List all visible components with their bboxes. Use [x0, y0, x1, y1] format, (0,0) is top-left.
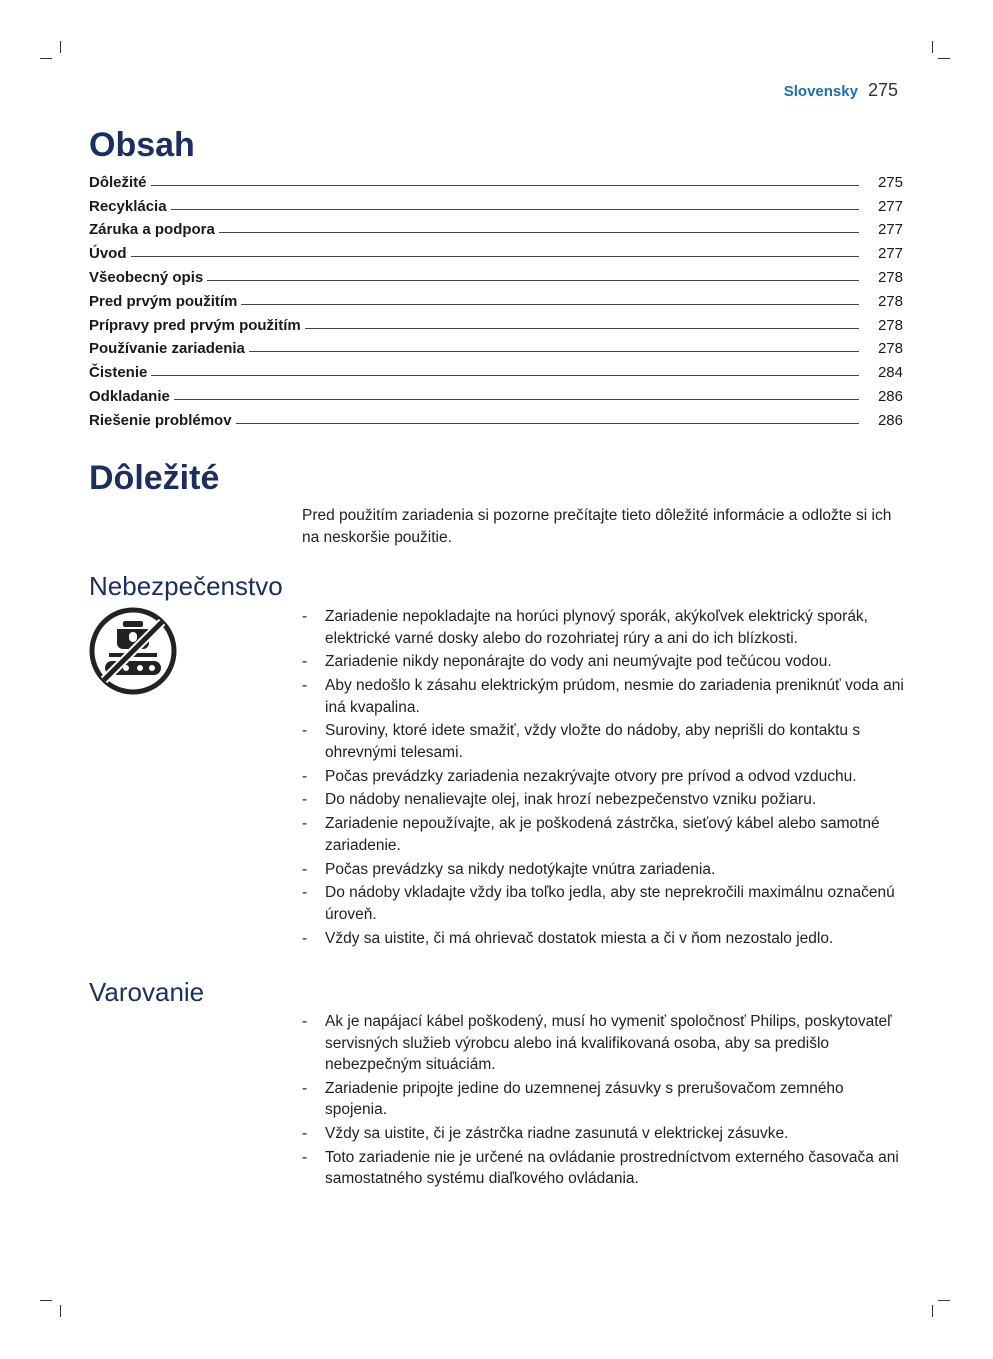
bullet-dash: - [302, 860, 308, 878]
list-item [302, 675, 907, 718]
toc-entry [89, 262, 903, 286]
important-title: Dôležité [89, 459, 220, 497]
list-item-text: Ak je napájací kábel poškodený, musí ho vymeniť spoločnosť Philips, poskytovateľ servisných služieb výrobcu alebo iná kvalifikovaná osoba, aby sa predišlo nebezpečným situáciám. [325, 1013, 892, 1073]
crop-mark [60, 1305, 61, 1317]
list-item [302, 1147, 907, 1190]
toc-leader-line [174, 399, 859, 400]
table-of-contents [89, 167, 903, 429]
bullet-dash: - [302, 1079, 308, 1097]
crop-mark [40, 1300, 52, 1301]
toc-leader-line [219, 232, 859, 233]
list-item [302, 651, 907, 673]
list-item-text: Do nádoby vkladajte vždy iba toľko jedla, aby ste neprekročili maximálnu označenú úroveň. [325, 884, 895, 923]
toc-entry-title: Používanie zariadenia [89, 340, 245, 358]
toc-leader-line [171, 209, 859, 210]
toc-entry [89, 334, 903, 358]
list-item-text: Do nádoby nenalievajte olej, inak hrozí nebezpečenstvo vzniku požiaru. [325, 791, 817, 809]
list-item [302, 1123, 907, 1145]
toc-entry-title: Pred prvým použitím [89, 292, 238, 310]
toc-entry-title: Riešenie problémov [89, 411, 232, 429]
bullet-dash: - [302, 929, 308, 947]
list-item-text: Zariadenie nepoužívajte, ak je poškodená zástrčka, sieťový kábel alebo samotné zariadenie. [325, 815, 880, 854]
toc-entry [89, 310, 903, 334]
toc-leader-line [305, 328, 859, 329]
toc-entry [89, 238, 903, 262]
toc-entry-title: Úvod [89, 245, 127, 263]
toc-entry [89, 286, 903, 310]
toc-entry-page: 278 [877, 292, 903, 310]
toc-leader-line [151, 375, 859, 376]
bullet-dash: - [302, 884, 308, 902]
toc-entry-title: Odkladanie [89, 387, 170, 405]
list-item [302, 882, 907, 925]
toc-entry-title: Prípravy pred prvým použitím [89, 316, 301, 334]
toc-entry-page: 284 [877, 364, 903, 382]
bullet-dash: - [302, 1148, 308, 1166]
toc-entry-page: 277 [877, 221, 903, 239]
list-item [302, 859, 907, 881]
crop-mark [938, 1300, 950, 1301]
list-item [302, 720, 907, 763]
list-item-text: Počas prevádzky zariadenia nezakrývajte otvory pre prívod a odvod vzduchu. [325, 767, 857, 785]
list-item [302, 606, 907, 649]
warning-list [302, 1011, 907, 1192]
list-item-text: Počas prevádzky sa nikdy nedotýkajte vnútra zariadenia. [325, 860, 716, 878]
toc-entry [89, 191, 903, 215]
running-header [784, 80, 898, 101]
toc-entry-page: 278 [877, 268, 903, 286]
list-item [302, 1078, 907, 1121]
toc-entry-page: 275 [877, 173, 903, 191]
list-item-text: Zariadenie nikdy neponárajte do vody ani neumývajte pod tečúcou vodou. [325, 653, 832, 671]
list-item [302, 789, 907, 811]
list-item-text: Zariadenie pripojte jedine do uzemnenej zásuvky s prerušovačom zemného spojenia. [325, 1079, 844, 1119]
toc-leader-line [151, 185, 859, 186]
toc-leader-line [249, 351, 859, 352]
bullet-dash: - [302, 653, 308, 671]
bullet-dash: - [302, 608, 308, 625]
toc-leader-line [207, 280, 859, 281]
crop-mark [938, 58, 950, 59]
page-number: 275 [867, 80, 898, 100]
important-intro: Pred použitím zariadenia si pozorne prečítajte tieto dôležité informácie a odložte si ich na neskoršie použitie. [302, 507, 892, 546]
toc-entry-page: 286 [877, 411, 903, 429]
toc-entry-title: Všeobecný opis [89, 268, 204, 286]
toc-entry-page: 286 [877, 387, 903, 405]
header-language: Slovensky [783, 83, 858, 100]
toc-entry [89, 405, 903, 429]
bullet-dash: - [302, 1125, 308, 1143]
danger-title: Nebezpečenstvo [89, 571, 283, 601]
toc-entry [89, 357, 903, 381]
crop-mark [932, 1305, 933, 1317]
toc-entry-page: 277 [877, 245, 903, 263]
toc-entry [89, 215, 903, 239]
toc-leader-line [236, 423, 859, 424]
bullet-dash: - [302, 767, 308, 785]
bullet-dash: - [302, 791, 308, 809]
bullet-dash: - [302, 815, 308, 833]
crop-mark [40, 58, 52, 59]
toc-leader-line [241, 304, 859, 305]
list-item-text: Zariadenie nepokladajte na horúci plynový sporák, akýkoľvek elektrický sporák, elektrické varné dosky alebo do rozohriatej rúry a ani do ich blízkosti. [325, 608, 868, 647]
toc-entry-title: Dôležité [89, 173, 147, 191]
toc-leader-line [131, 256, 860, 257]
bullet-dash: - [302, 722, 308, 740]
crop-mark [60, 41, 61, 53]
toc-entry-page: 278 [877, 316, 903, 334]
list-item [302, 766, 907, 788]
list-item-text: Toto zariadenie nie je určené na ovládanie prostredníctvom externého časovača ani samostatného systému diaľkového ovládania. [325, 1148, 899, 1188]
list-item-text: Suroviny, ktoré idete smažiť, vždy vložte do nádoby, aby neprišli do kontaktu s ohrevnými telesami. [325, 722, 861, 761]
bullet-dash: - [302, 677, 308, 695]
list-item [302, 1011, 907, 1076]
list-item-text: Vždy sa uistite, či je zástrčka riadne zasunutá v elektrickej zásuvke. [325, 1125, 789, 1143]
warning-title: Varovanie [89, 977, 205, 1007]
toc-entry-title: Čistenie [89, 364, 148, 382]
no-immersion-warning-icon [89, 607, 177, 695]
toc-title: Obsah [89, 126, 195, 164]
list-item-text: Vždy sa uistite, či má ohrievač dostatok miesta a či v ňom nezostalo jedlo. [325, 929, 834, 947]
toc-entry [89, 381, 903, 405]
toc-entry [89, 167, 903, 191]
crop-mark [932, 41, 933, 53]
toc-entry-title: Recyklácia [89, 197, 167, 215]
list-item [302, 928, 907, 950]
toc-entry-page: 278 [877, 340, 903, 358]
list-item [302, 813, 907, 856]
bullet-dash: - [302, 1013, 308, 1030]
toc-entry-page: 277 [877, 197, 903, 215]
toc-entry-title: Záruka a podpora [89, 221, 215, 239]
danger-list [302, 606, 907, 951]
list-item-text: Aby nedošlo k zásahu elektrickým prúdom, nesmie do zariadenia preniknúť voda ani iná kvapalina. [325, 677, 904, 716]
